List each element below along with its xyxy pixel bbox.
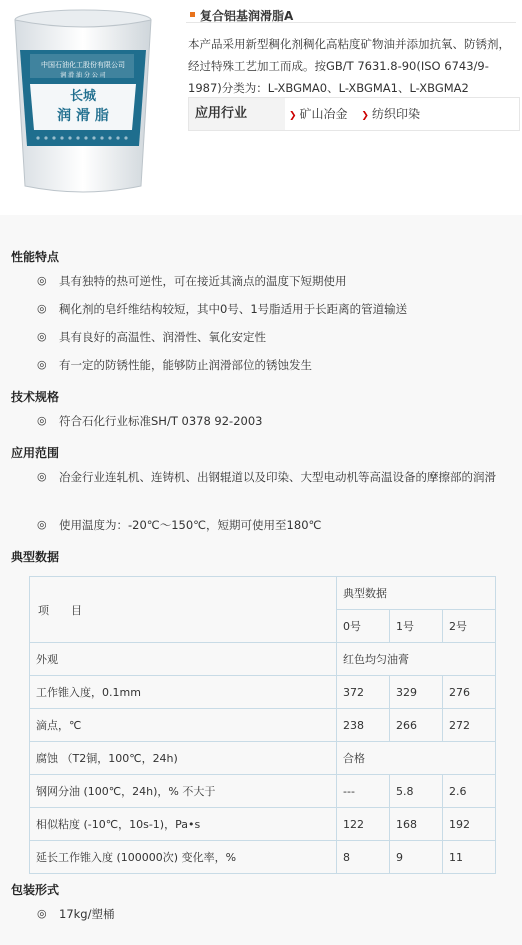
industry-box bbox=[188, 97, 520, 131]
row-name: 滴点，℃ bbox=[30, 709, 337, 742]
feature-item bbox=[0, 327, 522, 355]
product-header bbox=[0, 0, 522, 215]
table-row bbox=[30, 808, 496, 841]
table-row bbox=[30, 742, 496, 775]
feature-item bbox=[0, 271, 522, 299]
bullet-icon: ◎ bbox=[37, 330, 47, 343]
row-name: 腐蚀 （T2铜，100℃，24h) bbox=[30, 742, 337, 775]
bucket-brand-text: 长城 bbox=[69, 89, 97, 104]
product-description: 本产品采用新型稠化剂稠化高粘度矿物油并添加抗氧、防锈剂，经过特殊工艺加工而成。按GB/T 7631.8-90(ISO 6743/9-1987)分类为：L-XBGMA0、L-XBGMA1、L-XBGMA2 bbox=[188, 37, 510, 95]
row-value: 2.6 bbox=[443, 775, 496, 808]
detail-content bbox=[0, 243, 522, 571]
arrow-right-icon: ❯ bbox=[361, 111, 369, 121]
packaging-item bbox=[0, 904, 522, 932]
bullet-icon: ◎ bbox=[37, 518, 47, 531]
bucket-company-text: 中国石油化工股份有限公司 bbox=[41, 61, 125, 69]
row-value: --- bbox=[337, 775, 390, 808]
packaging-section bbox=[0, 876, 522, 932]
industry-link-textile[interactable]: 纺织印染 bbox=[371, 107, 420, 121]
feature-item bbox=[0, 355, 522, 383]
packaging-text: 17kg/塑桶 bbox=[59, 907, 115, 921]
row-value: 238 bbox=[337, 709, 390, 742]
feature-text: 具有独特的热可逆性，可在接近其滴点的温度下短期使用 bbox=[59, 274, 347, 288]
grade-0: 0号 bbox=[337, 610, 390, 643]
feature-text: 有一定的防锈性能，能够防止润滑部位的锈蚀发生 bbox=[59, 358, 312, 372]
section-title-packaging: 包装形式 bbox=[11, 883, 60, 897]
row-value: 192 bbox=[443, 808, 496, 841]
bullet-icon: ◎ bbox=[37, 358, 47, 371]
section-title-spec: 技术规格 bbox=[11, 390, 60, 404]
bullet-icon: ◎ bbox=[37, 274, 47, 287]
row-value: 272 bbox=[443, 709, 496, 742]
spec-text: 符合石化行业标准SH/T 0378 92-2003 bbox=[59, 414, 263, 428]
bullet-icon: ◎ bbox=[37, 302, 47, 315]
spec-item bbox=[0, 411, 522, 439]
bullet-icon: ◎ bbox=[37, 470, 47, 483]
row-name: 外观 bbox=[30, 643, 337, 676]
table-row bbox=[30, 709, 496, 742]
table-header-row bbox=[30, 577, 496, 610]
section-title-features: 性能特点 bbox=[11, 250, 60, 264]
row-value: 276 bbox=[443, 676, 496, 709]
application-text: 使用温度为：-20℃～150℃，短期可使用至180℃ bbox=[59, 518, 322, 532]
row-name: 延长工作锥入度 (100000次) 变化率，% bbox=[30, 841, 337, 874]
title-marker-icon bbox=[190, 12, 195, 17]
header-group: 典型数据 bbox=[337, 577, 496, 610]
typical-data-table bbox=[29, 576, 496, 874]
row-value: 11 bbox=[443, 841, 496, 874]
row-value: 266 bbox=[390, 709, 443, 742]
row-value: 红色均匀油膏 bbox=[337, 643, 496, 676]
feature-text: 具有良好的高温性、润滑性、氧化安定性 bbox=[59, 330, 266, 344]
table-row bbox=[30, 676, 496, 709]
table-row bbox=[30, 841, 496, 874]
row-value: 372 bbox=[337, 676, 390, 709]
product-title-bar bbox=[186, 8, 516, 23]
section-title-typical-data: 典型数据 bbox=[11, 550, 60, 564]
application-item bbox=[0, 515, 522, 543]
row-value: 合格 bbox=[337, 742, 496, 775]
row-value: 329 bbox=[390, 676, 443, 709]
bucket-name-text: 润 滑 脂 bbox=[57, 108, 109, 124]
product-image bbox=[8, 6, 158, 196]
feature-text: 稠化剂的皂纤维结构较短，其中0号、1号脂适用于长距离的管道输送 bbox=[59, 302, 408, 316]
bullet-icon: ◎ bbox=[37, 414, 47, 427]
industry-label: 应用行业 bbox=[189, 98, 285, 130]
arrow-right-icon: ❯ bbox=[289, 111, 297, 121]
bullet-icon: ◎ bbox=[37, 907, 47, 920]
row-value: 5.8 bbox=[390, 775, 443, 808]
row-value: 9 bbox=[390, 841, 443, 874]
application-text: 冶金行业连轧机、连铸机、出钢辊道以及印染、大型电动机等高温设备的摩擦部的润滑 bbox=[59, 470, 496, 484]
header-item: 项 目 bbox=[30, 577, 337, 643]
product-title: 复合铝基润滑脂A bbox=[200, 9, 294, 23]
row-name: 工作锥入度，0.1mm bbox=[30, 676, 337, 709]
row-name: 钢网分油 (100℃，24h)，% 不大于 bbox=[30, 775, 337, 808]
bucket-branch-text: 润 滑 油 分 公 司 bbox=[60, 72, 106, 79]
row-name: 相似粘度 (-10℃，10s-1)，Pa•s bbox=[30, 808, 337, 841]
industry-link-mining[interactable]: 矿山冶金 bbox=[299, 107, 348, 121]
row-value: 8 bbox=[337, 841, 390, 874]
industry-links bbox=[289, 98, 430, 130]
grade-2: 2号 bbox=[443, 610, 496, 643]
section-title-application: 应用范围 bbox=[11, 446, 60, 460]
row-value: 168 bbox=[390, 808, 443, 841]
table-row bbox=[30, 775, 496, 808]
row-value: 122 bbox=[337, 808, 390, 841]
feature-item bbox=[0, 299, 522, 327]
grade-1: 1号 bbox=[390, 610, 443, 643]
application-item bbox=[0, 467, 522, 515]
table-row bbox=[30, 643, 496, 676]
